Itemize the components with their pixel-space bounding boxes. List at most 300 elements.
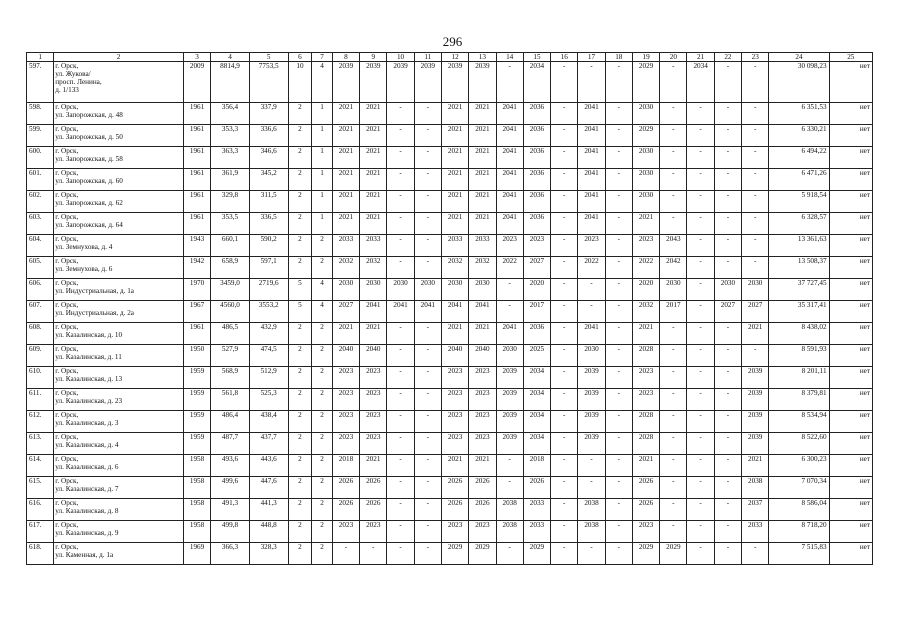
table-cell: 2021: [332, 125, 359, 147]
table-cell: 432,9: [249, 323, 288, 345]
table-cell: 2029: [523, 543, 550, 565]
table-cell: 2036: [523, 323, 550, 345]
table-cell: -: [660, 477, 687, 499]
table-cell: -: [551, 125, 578, 147]
table-cell: 2036: [523, 147, 550, 169]
table-cell: -: [605, 521, 632, 543]
table-cell: 2039: [578, 411, 605, 433]
table-cell: -: [496, 455, 523, 477]
table-cell: -: [578, 543, 605, 565]
table-cell: 2023: [360, 433, 387, 455]
table-cell: нет: [829, 477, 872, 499]
table-cell: нет: [829, 235, 872, 257]
table-cell: 2027: [714, 301, 741, 323]
table-cell: 2023: [632, 521, 659, 543]
table-cell: 2028: [632, 345, 659, 367]
row-number: 605.: [27, 257, 54, 279]
table-cell: 2: [312, 543, 332, 565]
table-cell: нет: [829, 323, 872, 345]
table-cell: -: [551, 147, 578, 169]
table-cell: 2041: [496, 103, 523, 125]
table-cell: 2: [288, 477, 312, 499]
table-cell: -: [742, 543, 769, 565]
table-cell: -: [687, 323, 714, 345]
table-row: [27, 301, 873, 323]
table-cell: 2021: [441, 103, 468, 125]
table-cell: -: [605, 389, 632, 411]
table-cell: -: [660, 499, 687, 521]
row-number: 610.: [27, 367, 54, 389]
table-cell: 2033: [360, 235, 387, 257]
table-cell: 311,5: [249, 191, 288, 213]
address-cell: г. Орск, ул. Жукова/ просп. Ленина, д. 1/133: [54, 62, 184, 103]
table-cell: 2027: [332, 301, 359, 323]
table-cell: 1958: [183, 477, 210, 499]
address-cell: г. Орск, ул. Индустриальная, д. 2а: [54, 301, 184, 323]
address-cell: г. Орск, ул. Запорожская, д. 64: [54, 213, 184, 235]
table-cell: 2032: [441, 257, 468, 279]
table-cell: 2026: [469, 477, 496, 499]
table-cell: 336,6: [249, 125, 288, 147]
table-cell: 2030: [578, 345, 605, 367]
address-cell: г. Орск, ул. Казалинская, д. 3: [54, 411, 184, 433]
column-number: 19: [632, 53, 659, 62]
table-cell: 2021: [742, 455, 769, 477]
table-cell: 2041: [496, 191, 523, 213]
table-cell: -: [687, 521, 714, 543]
column-number: 24: [769, 53, 829, 62]
table-cell: -: [414, 389, 441, 411]
table-cell: -: [551, 191, 578, 213]
row-number: 602.: [27, 191, 54, 213]
table-cell: 7 515,83: [769, 543, 829, 565]
table-cell: -: [687, 279, 714, 301]
table-cell: 2040: [360, 345, 387, 367]
table-cell: 2029: [660, 543, 687, 565]
table-cell: 2023: [469, 389, 496, 411]
table-cell: -: [551, 521, 578, 543]
table-cell: 2: [288, 543, 312, 565]
table-cell: 597,1: [249, 257, 288, 279]
table-row: [27, 323, 873, 345]
table-cell: 2021: [332, 323, 359, 345]
table-cell: 2041: [496, 125, 523, 147]
table-cell: 2041: [360, 301, 387, 323]
table-cell: 2030: [496, 345, 523, 367]
table-cell: 2023: [469, 411, 496, 433]
housing-table: [26, 52, 873, 565]
table-cell: -: [660, 345, 687, 367]
row-number: 613.: [27, 433, 54, 455]
table-cell: 8 379,81: [769, 389, 829, 411]
table-cell: 2033: [441, 235, 468, 257]
table-cell: 2022: [578, 257, 605, 279]
table-cell: 366,3: [211, 543, 250, 565]
table-cell: 1959: [183, 389, 210, 411]
table-cell: 2036: [523, 103, 550, 125]
column-number: 1: [27, 53, 54, 62]
table-cell: 2036: [523, 125, 550, 147]
table-cell: -: [551, 169, 578, 191]
table-cell: 2041: [578, 103, 605, 125]
table-cell: -: [660, 521, 687, 543]
table-cell: 448,8: [249, 521, 288, 543]
table-cell: -: [605, 301, 632, 323]
table-cell: 2039: [742, 433, 769, 455]
table-cell: 2: [312, 257, 332, 279]
table-cell: 5: [288, 301, 312, 323]
table-cell: 2039: [332, 62, 359, 103]
table-cell: -: [687, 235, 714, 257]
table-cell: 2041: [578, 125, 605, 147]
table-cell: 2021: [360, 169, 387, 191]
column-number: 6: [288, 53, 312, 62]
table-cell: 2: [312, 411, 332, 433]
table-cell: -: [414, 323, 441, 345]
table-cell: 13 361,63: [769, 235, 829, 257]
table-cell: 2026: [632, 499, 659, 521]
table-cell: 2039: [496, 411, 523, 433]
column-number: 5: [249, 53, 288, 62]
table-cell: -: [605, 323, 632, 345]
table-cell: 499,6: [211, 477, 250, 499]
table-cell: -: [687, 301, 714, 323]
table-cell: 2023: [523, 235, 550, 257]
column-number: 13: [469, 53, 496, 62]
column-number: 16: [551, 53, 578, 62]
table-cell: 1958: [183, 521, 210, 543]
table-cell: 8 718,20: [769, 521, 829, 543]
table-cell: -: [551, 213, 578, 235]
table-cell: 2039: [469, 62, 496, 103]
table-cell: 2028: [632, 433, 659, 455]
table-cell: 2023: [441, 521, 468, 543]
row-number: 615.: [27, 477, 54, 499]
table-cell: нет: [829, 521, 872, 543]
table-cell: -: [687, 433, 714, 455]
table-cell: -: [414, 543, 441, 565]
table-cell: 2030: [632, 191, 659, 213]
table-cell: 2041: [496, 147, 523, 169]
table-cell: -: [387, 213, 414, 235]
table-cell: 2021: [360, 125, 387, 147]
table-cell: 1: [312, 191, 332, 213]
table-row: [27, 543, 873, 565]
table-row: [27, 62, 873, 103]
table-cell: -: [687, 389, 714, 411]
table-cell: 2034: [523, 433, 550, 455]
table-cell: 2033: [523, 499, 550, 521]
table-cell: 2041: [496, 213, 523, 235]
table-cell: 2032: [332, 257, 359, 279]
column-number: 12: [441, 53, 468, 62]
table-cell: 6 300,23: [769, 455, 829, 477]
table-cell: -: [742, 191, 769, 213]
table-cell: 2026: [332, 477, 359, 499]
table-cell: 2039: [360, 62, 387, 103]
address-cell: г. Орск, ул. Запорожская, д. 60: [54, 169, 184, 191]
table-cell: 2: [288, 213, 312, 235]
table-cell: -: [742, 213, 769, 235]
table-cell: 328,3: [249, 543, 288, 565]
table-cell: нет: [829, 499, 872, 521]
table-cell: 2: [312, 367, 332, 389]
address-cell: г. Орск, ул. Запорожская, д. 50: [54, 125, 184, 147]
table-cell: -: [605, 543, 632, 565]
table-cell: 2021: [360, 191, 387, 213]
row-number: 617.: [27, 521, 54, 543]
column-number: 25: [829, 53, 872, 62]
table-cell: 2038: [496, 499, 523, 521]
address-cell: г. Орск, ул. Казалинская, д. 13: [54, 367, 184, 389]
table-cell: -: [578, 455, 605, 477]
table-cell: 2021: [441, 455, 468, 477]
table-cell: 1967: [183, 301, 210, 323]
table-cell: -: [414, 345, 441, 367]
table-cell: 1970: [183, 279, 210, 301]
table-cell: 30 098,23: [769, 62, 829, 103]
table-cell: 2: [312, 521, 332, 543]
table-cell: -: [551, 543, 578, 565]
table-cell: -: [687, 477, 714, 499]
table-cell: 2: [288, 411, 312, 433]
table-cell: -: [660, 323, 687, 345]
table-cell: 2: [312, 389, 332, 411]
table-cell: 6 494,22: [769, 147, 829, 169]
table-cell: 2: [288, 103, 312, 125]
table-cell: 1961: [183, 191, 210, 213]
table-cell: 2: [288, 433, 312, 455]
table-cell: -: [551, 279, 578, 301]
table-cell: 2021: [360, 323, 387, 345]
table-cell: 5 918,54: [769, 191, 829, 213]
table-row: [27, 477, 873, 499]
table-cell: 2023: [332, 433, 359, 455]
table-cell: -: [742, 103, 769, 125]
table-cell: 2041: [578, 169, 605, 191]
table-cell: 2023: [632, 235, 659, 257]
table-cell: 2038: [496, 521, 523, 543]
table-cell: 2030: [632, 103, 659, 125]
table-cell: 2: [312, 455, 332, 477]
table-cell: 2: [288, 323, 312, 345]
table-cell: -: [605, 213, 632, 235]
table-cell: -: [414, 455, 441, 477]
table-cell: 2039: [414, 62, 441, 103]
table-cell: -: [496, 477, 523, 499]
table-cell: 2041: [578, 191, 605, 213]
table-cell: 2023: [632, 389, 659, 411]
table-cell: 7 070,34: [769, 477, 829, 499]
table-cell: 2040: [469, 345, 496, 367]
table-cell: -: [687, 455, 714, 477]
table-cell: -: [660, 103, 687, 125]
table-cell: 329,8: [211, 191, 250, 213]
table-cell: -: [414, 499, 441, 521]
table-cell: -: [714, 499, 741, 521]
table-cell: -: [414, 411, 441, 433]
table-cell: -: [714, 169, 741, 191]
address-cell: г. Орск, ул. Запорожская, д. 62: [54, 191, 184, 213]
row-number: 604.: [27, 235, 54, 257]
table-cell: -: [551, 301, 578, 323]
table-cell: -: [742, 147, 769, 169]
table-cell: 2021: [632, 213, 659, 235]
table-cell: -: [605, 455, 632, 477]
table-cell: 2042: [660, 257, 687, 279]
table-cell: 438,4: [249, 411, 288, 433]
table-cell: 2021: [360, 103, 387, 125]
table-cell: 2021: [469, 103, 496, 125]
table-row: [27, 345, 873, 367]
table-cell: 2041: [578, 213, 605, 235]
column-number: 9: [360, 53, 387, 62]
row-number: 606.: [27, 279, 54, 301]
table-cell: 474,5: [249, 345, 288, 367]
table-cell: 2038: [578, 521, 605, 543]
table-row: [27, 411, 873, 433]
table-cell: 2026: [360, 499, 387, 521]
table-cell: -: [714, 543, 741, 565]
table-cell: 2: [312, 477, 332, 499]
table-cell: -: [687, 103, 714, 125]
table-cell: 2021: [469, 323, 496, 345]
table-cell: 336,5: [249, 213, 288, 235]
table-cell: 2020: [523, 279, 550, 301]
table-cell: -: [714, 103, 741, 125]
table-cell: 2: [288, 147, 312, 169]
table-row: [27, 257, 873, 279]
table-cell: 6 328,57: [769, 213, 829, 235]
table-cell: -: [387, 345, 414, 367]
table-row: [27, 191, 873, 213]
table-cell: 2023: [441, 433, 468, 455]
table-cell: 6 471,26: [769, 169, 829, 191]
table-cell: -: [551, 477, 578, 499]
table-cell: -: [387, 191, 414, 213]
table-cell: 2029: [632, 125, 659, 147]
table-cell: нет: [829, 543, 872, 565]
table-cell: 2017: [523, 301, 550, 323]
row-number: 612.: [27, 411, 54, 433]
row-number: 597.: [27, 62, 54, 103]
table-cell: 2032: [469, 257, 496, 279]
table-row: [27, 389, 873, 411]
table-row: [27, 521, 873, 543]
table-cell: -: [714, 433, 741, 455]
table-cell: -: [551, 411, 578, 433]
table-cell: 2021: [360, 455, 387, 477]
table-cell: 2021: [469, 455, 496, 477]
table-cell: -: [360, 543, 387, 565]
table-cell: 2023: [360, 411, 387, 433]
table-cell: 1943: [183, 235, 210, 257]
table-cell: -: [578, 477, 605, 499]
table-cell: -: [551, 323, 578, 345]
page-number: 296: [442, 34, 463, 49]
table-cell: 2021: [632, 323, 659, 345]
table-cell: -: [714, 389, 741, 411]
table-cell: 2: [312, 323, 332, 345]
table-cell: -: [660, 389, 687, 411]
table-cell: 2020: [632, 279, 659, 301]
table-cell: -: [387, 103, 414, 125]
table-cell: -: [687, 125, 714, 147]
table-row: [27, 433, 873, 455]
row-number: 601.: [27, 169, 54, 191]
table-cell: 2041: [441, 301, 468, 323]
table-cell: 2033: [332, 235, 359, 257]
table-cell: 2018: [332, 455, 359, 477]
table-cell: 1961: [183, 323, 210, 345]
table-cell: 1961: [183, 213, 210, 235]
table-cell: -: [551, 345, 578, 367]
table-cell: -: [414, 169, 441, 191]
table-cell: -: [687, 213, 714, 235]
table-cell: 13 508,37: [769, 257, 829, 279]
table-cell: -: [414, 521, 441, 543]
table-cell: 356,4: [211, 103, 250, 125]
table-cell: нет: [829, 455, 872, 477]
table-cell: 2021: [332, 169, 359, 191]
table-cell: -: [387, 455, 414, 477]
table-cell: 8 522,60: [769, 433, 829, 455]
column-number: 22: [714, 53, 741, 62]
table-row: [27, 147, 873, 169]
column-number: 14: [496, 53, 523, 62]
table-cell: 2: [288, 125, 312, 147]
table-cell: -: [578, 279, 605, 301]
table-cell: -: [605, 169, 632, 191]
table-cell: -: [714, 477, 741, 499]
row-number: 611.: [27, 389, 54, 411]
table-cell: -: [660, 125, 687, 147]
table-cell: 1961: [183, 169, 210, 191]
table-cell: 5: [288, 279, 312, 301]
table-cell: нет: [829, 367, 872, 389]
table-cell: 2: [312, 345, 332, 367]
table-cell: 2023: [360, 521, 387, 543]
table-cell: 2041: [469, 301, 496, 323]
table-cell: нет: [829, 301, 872, 323]
table-cell: 1959: [183, 411, 210, 433]
table-cell: -: [387, 477, 414, 499]
table-cell: -: [687, 543, 714, 565]
column-number: 17: [578, 53, 605, 62]
address-cell: г. Орск, ул. Земнухова, д. 6: [54, 257, 184, 279]
table-cell: -: [414, 367, 441, 389]
table-cell: 2033: [469, 235, 496, 257]
table-cell: 2023: [441, 367, 468, 389]
table-cell: 353,3: [211, 125, 250, 147]
table-cell: 2: [288, 367, 312, 389]
table-cell: -: [714, 191, 741, 213]
table-cell: -: [551, 499, 578, 521]
table-cell: 1961: [183, 147, 210, 169]
table-cell: 2029: [469, 543, 496, 565]
table-cell: -: [496, 301, 523, 323]
table-cell: -: [605, 62, 632, 103]
table-cell: нет: [829, 125, 872, 147]
table-cell: 353,5: [211, 213, 250, 235]
table-cell: 2038: [578, 499, 605, 521]
table-cell: -: [387, 323, 414, 345]
table-cell: 2037: [742, 499, 769, 521]
table-cell: 2021: [441, 213, 468, 235]
address-cell: г. Орск, ул. Казалинская, д. 8: [54, 499, 184, 521]
row-number: 608.: [27, 323, 54, 345]
column-number: 18: [605, 53, 632, 62]
